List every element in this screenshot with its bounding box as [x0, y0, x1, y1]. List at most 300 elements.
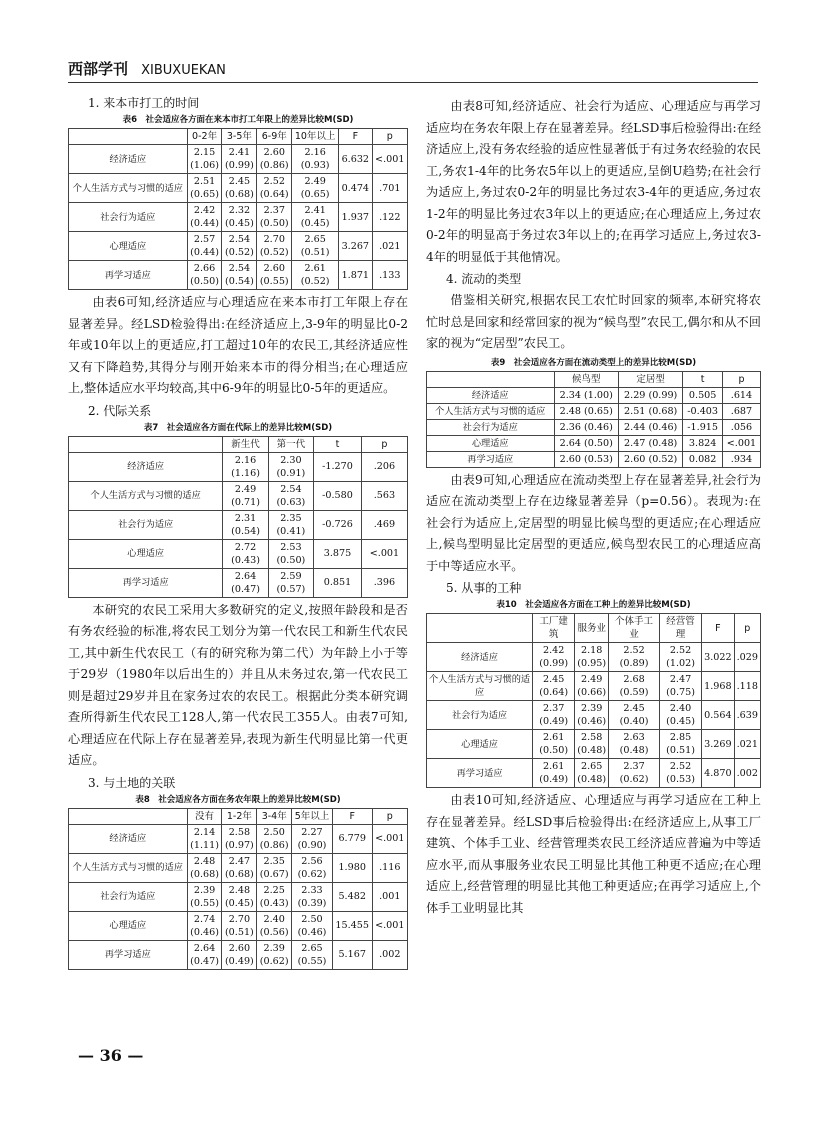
section-heading: 2. 代际关系	[88, 403, 152, 418]
table-cell	[575, 672, 609, 701]
cell-value: 2.14	[193, 826, 216, 838]
row-label: 经济适应	[427, 643, 533, 672]
table-row	[69, 853, 408, 882]
cell-value: 2.60 (0.52)	[624, 453, 678, 465]
cell-value: (0.97)	[224, 839, 254, 851]
stat-cell: -1.270	[314, 452, 362, 481]
column-header	[69, 808, 188, 824]
cell-value: 2.58	[581, 732, 603, 743]
stat-cell: .002	[734, 759, 760, 788]
table-cell	[187, 824, 222, 853]
stat-cell: 15.455	[332, 911, 372, 940]
stat-cell: 1.968	[702, 672, 734, 701]
stat-cell: .563	[361, 481, 407, 510]
table-cell	[257, 174, 292, 203]
table-row	[69, 510, 408, 539]
table-cell	[257, 145, 292, 174]
header-rule	[68, 82, 758, 83]
cell-value: 2.34 (1.00)	[559, 389, 613, 401]
table-cell	[609, 759, 660, 788]
cell-value: (0.65)	[300, 189, 330, 200]
cell-value: 2.68	[623, 674, 645, 685]
row-label: 个人生活方式与习惯的适应	[69, 174, 188, 203]
table-row	[69, 882, 408, 911]
stat-cell: 0.564	[702, 701, 734, 730]
row-label: 心理适应	[69, 539, 223, 568]
stat-cell: 0.505	[683, 387, 723, 403]
table-row	[427, 730, 761, 759]
table-caption: 表6 社会适应各方面在来本市打工年限上的差异比较M(SD)	[122, 115, 354, 125]
cell-value: 2.31	[234, 512, 257, 524]
cell-value: 2.47	[669, 674, 692, 685]
stat-cell: 3.875	[314, 539, 362, 568]
row-label: 心理适应	[427, 730, 533, 759]
stat-cell: 6.779	[332, 824, 372, 853]
cell-value: (0.45)	[224, 897, 254, 909]
cell-value: 2.60	[263, 147, 285, 158]
cell-value: 2.50	[263, 826, 285, 838]
cell-value: 2.64	[234, 570, 257, 582]
row-label: 社会行为适应	[69, 510, 223, 539]
table-cell	[659, 701, 701, 730]
cell-value: 2.45	[228, 176, 251, 187]
table-cell	[222, 911, 257, 940]
cell-value: (0.54)	[224, 276, 254, 287]
table-caption: 表8 社会适应各方面在务农年限上的差异比较M(SD)	[135, 794, 341, 805]
cell-value: (0.51)	[666, 745, 695, 756]
table-caption: 表9 社会适应各方面在流动类型上的差异比较M(SD)	[490, 357, 697, 368]
paragraph: 由表9可知,心理适应在流动类型上存在显著差异,社会行为适应在流动类型上存在边缘显著差异（p=0.56）。表现为:在社会行为适应上,定居型的明显比候鸟型的更适应;在心理适应上,候鸟型明显比定居型的更适应,候鸟型农民工的心理适应高于中等适应水平。	[426, 472, 761, 573]
column-header	[427, 371, 555, 387]
cell-value: (0.48)	[577, 774, 607, 785]
table-cell	[222, 261, 257, 290]
cell-value: (0.39)	[297, 897, 327, 909]
stat-cell: .118	[734, 672, 760, 701]
section-heading: 4. 流动的类型	[446, 272, 522, 286]
cell-value: (0.89)	[619, 658, 649, 669]
column-header: 0-2年	[187, 129, 222, 145]
cell-value: 2.60	[228, 942, 251, 954]
cell-value: 2.39	[581, 703, 603, 714]
column-header: F	[332, 808, 372, 824]
stat-cell: .934	[722, 451, 760, 467]
table-cell	[659, 672, 701, 701]
cell-value: 2.53	[280, 541, 302, 553]
table-cell	[257, 882, 292, 911]
table-row	[427, 387, 761, 403]
table-row	[427, 451, 761, 467]
table-cell	[222, 145, 257, 174]
cell-value: (0.46)	[190, 926, 219, 938]
table-cell	[187, 853, 222, 882]
table-cell	[618, 435, 682, 451]
cell-value: 2.66	[193, 263, 216, 274]
cell-value: 2.54	[228, 234, 251, 245]
cell-value: 2.52	[263, 176, 285, 187]
table-row	[69, 452, 408, 481]
table-row	[69, 232, 408, 261]
table-cell	[609, 672, 660, 701]
cell-value: (0.49)	[539, 716, 569, 727]
table-header-row	[427, 614, 761, 643]
table-cell	[222, 203, 257, 232]
table-cell	[223, 452, 268, 481]
table-cell	[575, 701, 609, 730]
row-label: 再学习适应	[427, 451, 555, 467]
cell-value: (0.47)	[231, 583, 260, 595]
stat-cell: 3.269	[702, 730, 734, 759]
table-6	[68, 128, 408, 290]
table-cell	[554, 403, 618, 419]
table-cell	[222, 174, 257, 203]
table-cell	[257, 940, 292, 969]
page-header	[68, 58, 758, 82]
cell-value: 2.59	[280, 570, 302, 582]
cell-value: 2.61	[542, 732, 565, 743]
table-9	[426, 371, 761, 468]
row-label: 心理适应	[69, 232, 188, 261]
cell-value: 2.41	[228, 147, 251, 158]
table-cell	[554, 387, 618, 403]
table-cell	[222, 232, 257, 261]
stat-cell: 0.474	[339, 174, 372, 203]
cell-value: (0.62)	[619, 774, 649, 785]
stat-cell: -0.580	[314, 481, 362, 510]
stat-cell: .021	[734, 730, 760, 759]
table-cell	[187, 203, 222, 232]
table-header-row	[69, 129, 408, 145]
stat-cell: 3.824	[683, 435, 723, 451]
row-label: 社会行为适应	[69, 203, 188, 232]
table-row	[69, 539, 408, 568]
row-label: 经济适应	[69, 452, 223, 481]
cell-value: 2.37	[263, 205, 285, 216]
cell-value: (0.49)	[224, 955, 254, 967]
table-row	[427, 435, 761, 451]
column-header: t	[683, 371, 723, 387]
row-label: 社会行为适应	[427, 419, 555, 435]
journal-pinyin: XIBUXUEKAN	[141, 63, 226, 78]
table-row	[427, 643, 761, 672]
cell-value: (0.86)	[259, 839, 289, 851]
stat-cell: 5.167	[332, 940, 372, 969]
cell-value: (0.68)	[224, 189, 254, 200]
table-row	[69, 261, 408, 290]
stat-cell: .701	[372, 174, 407, 203]
table-row	[69, 481, 408, 510]
stat-cell: 6.632	[339, 145, 372, 174]
table-cell	[257, 853, 292, 882]
cell-value: 2.65	[581, 761, 603, 772]
stat-cell: .639	[734, 701, 760, 730]
table-header-row	[69, 436, 408, 452]
page-number: — 36 —	[78, 1046, 144, 1065]
stat-cell: .116	[372, 853, 407, 882]
cell-value: (0.44)	[190, 218, 219, 229]
column-header: 新生代	[223, 436, 268, 452]
column-header: 3-4年	[257, 808, 292, 824]
cell-value: 2.60	[263, 263, 285, 274]
cell-value: (0.57)	[276, 583, 306, 595]
stat-cell: <.001	[361, 539, 407, 568]
cell-value: 2.65	[301, 942, 323, 954]
stat-cell: .056	[722, 419, 760, 435]
table-cell	[222, 824, 257, 853]
cell-value: (0.40)	[619, 716, 649, 727]
table-cell	[292, 853, 333, 882]
table-8	[68, 808, 408, 970]
cell-value: 2.37	[623, 761, 645, 772]
stat-cell: 3.267	[339, 232, 372, 261]
table-cell	[222, 882, 257, 911]
cell-value: 2.64	[193, 942, 216, 954]
section-heading: 5. 从事的工种	[446, 581, 522, 595]
table-cell	[257, 261, 292, 290]
row-label: 再学习适应	[69, 568, 223, 597]
cell-value: (1.06)	[190, 160, 219, 171]
table-cell	[257, 911, 292, 940]
cell-value: (0.47)	[190, 955, 219, 967]
cell-value: 2.29 (0.99)	[624, 389, 678, 401]
stat-cell: -1.915	[683, 419, 723, 435]
paragraph: 借鉴相关研究,根据农民工农忙时回家的频率,本研究将农忙时总是回家和经常回家的视为“候鸟型”农民工,偶尔和从不回家的视为“定居型”农民工。	[426, 293, 761, 350]
table-cell	[554, 419, 618, 435]
cell-value: 2.51	[193, 176, 216, 187]
paragraph: 由表8可知,经济适应、社会行为适应、心理适应与再学习适应均在务农年限上存在显著差异。经LSD事后检验得出:在经济适应上,没有务农经验的适应性显著低于有过务农经验的农民工,务农1-4年的比务农5年以上的更适应,呈倒U趋势;在社会行为适应上,务过农0-2年的明显比务过农3-4年的更适应,务过农1-2年的明显比务过农3年以上的更适应;在心理适应上,务过农0-2年的明显高于务过农3年以上的;在再学习适应上,务过农3-4年的明显低于其他情况。	[426, 99, 762, 264]
stat-cell: 3.022	[702, 643, 734, 672]
stat-cell: .687	[722, 403, 760, 419]
table-cell	[292, 174, 339, 203]
row-label: 社会行为适应	[69, 882, 188, 911]
column-header: p	[734, 614, 760, 643]
table-cell	[575, 759, 609, 788]
cell-value: 2.35	[263, 855, 285, 867]
cell-value: (0.46)	[577, 716, 607, 727]
cell-value: (0.62)	[259, 955, 289, 967]
cell-value: (0.52)	[259, 247, 289, 258]
cell-value: 2.50	[301, 913, 323, 925]
table-cell	[618, 419, 682, 435]
stat-cell: 5.482	[332, 882, 372, 911]
cell-value: (0.50)	[539, 745, 569, 756]
cell-value: (0.56)	[259, 926, 289, 938]
column-header: F	[339, 129, 372, 145]
cell-value: 2.42	[542, 645, 565, 656]
cell-value: 2.30	[280, 454, 302, 466]
cell-value: (0.65)	[190, 189, 219, 200]
table-row	[427, 403, 761, 419]
table-cell	[292, 203, 339, 232]
stat-cell: -0.403	[683, 403, 723, 419]
table-cell	[223, 568, 268, 597]
stat-cell: 1.871	[339, 261, 372, 290]
table-cell	[257, 824, 292, 853]
paragraph: 由表6可知,经济适应与心理适应在来本市打工年限上存在显著差异。经LSD检验得出:在经济适应上,3-9年的明显比0-2年或10年以上的更适应,打工超过10年的农民工,其经济适应性又有下降趋势,其得分与刚开始来本市的得分相当;在心理适应上,整体适应水平均较高,其中6-9年的明显比0-5年的更适应。	[68, 295, 408, 395]
stat-cell: <.001	[372, 911, 407, 940]
table-cell	[187, 145, 222, 174]
table-cell	[187, 232, 222, 261]
stat-cell: .021	[372, 232, 407, 261]
cell-value: (0.64)	[259, 189, 289, 200]
cell-value: (0.93)	[300, 160, 330, 171]
column-header: 定居型	[618, 371, 682, 387]
cell-value: 2.52	[623, 645, 645, 656]
table-cell	[257, 203, 292, 232]
cell-value: 2.72	[234, 541, 257, 553]
stat-cell: .396	[361, 568, 407, 597]
table-cell	[533, 643, 575, 672]
stat-cell: -0.726	[314, 510, 362, 539]
table-cell	[292, 145, 339, 174]
table-7	[68, 436, 408, 598]
cell-value: (0.50)	[276, 554, 306, 566]
cell-value: (0.99)	[224, 160, 254, 171]
cell-value: 2.15	[193, 147, 216, 158]
table-cell	[292, 232, 339, 261]
stat-cell: <.001	[372, 145, 407, 174]
cell-value: (0.55)	[297, 955, 327, 967]
table-10	[426, 613, 761, 788]
cell-value: 2.35	[280, 512, 302, 524]
cell-value: (0.45)	[300, 218, 330, 229]
table-cell	[222, 853, 257, 882]
table-cell	[618, 403, 682, 419]
cell-value: (0.41)	[276, 525, 306, 537]
cell-value: 2.56	[301, 855, 323, 867]
cell-value: (0.99)	[539, 658, 569, 669]
table-cell	[554, 451, 618, 467]
row-label: 经济适应	[427, 387, 555, 403]
cell-value: 2.27	[301, 826, 323, 838]
table-cell	[554, 435, 618, 451]
table-cell	[575, 643, 609, 672]
row-label: 个人生活方式与习惯的适应	[427, 672, 533, 701]
stat-cell: .206	[361, 452, 407, 481]
table-cell	[659, 759, 701, 788]
cell-value: (0.54)	[231, 525, 260, 537]
paragraph: 由表10可知,经济适应、心理适应与再学习适应在工种上存在显著差异。经LSD事后检验得出:在经济适应上,从事工厂建筑、个体手工业、经营管理类农民工经济适应普遍为中等适应水平,而从事服务业农民工明显比其他工种更不适应;在心理适应上,经营管理的明显比其他工种更适应;在再学习适应上,个体手工业明显比其	[426, 793, 761, 915]
cell-value: (0.52)	[224, 247, 254, 258]
column-header: F	[702, 614, 734, 643]
cell-value: (0.55)	[190, 897, 219, 909]
cell-value: (0.68)	[224, 868, 254, 880]
cell-value: (0.68)	[190, 868, 219, 880]
table-cell	[268, 452, 313, 481]
cell-value: 2.85	[669, 732, 692, 743]
table-cell	[187, 261, 222, 290]
table-cell	[187, 174, 222, 203]
table-cell	[533, 759, 575, 788]
column-header: 5年以上	[292, 808, 333, 824]
cell-value: (0.63)	[276, 496, 306, 508]
row-label: 个人生活方式与习惯的适应	[69, 481, 223, 510]
cell-value: (0.45)	[224, 218, 254, 229]
table-cell	[292, 261, 339, 290]
stat-cell: .002	[372, 940, 407, 969]
cell-value: 2.16	[304, 147, 326, 158]
cell-value: (0.45)	[666, 716, 695, 727]
column-header: p	[372, 129, 407, 145]
cell-value: (0.49)	[539, 774, 569, 785]
stat-cell: 1.980	[332, 853, 372, 882]
cell-value: 2.45	[542, 674, 565, 685]
cell-value: 2.45	[623, 703, 645, 714]
cell-value: 2.33	[301, 884, 323, 896]
table-row	[69, 911, 408, 940]
table-cell	[618, 451, 682, 467]
row-label: 心理适应	[427, 435, 555, 451]
column-header: 服务业	[575, 614, 609, 643]
stat-cell: <.001	[722, 435, 760, 451]
journal-name: 西部学刊	[68, 60, 129, 78]
cell-value: (0.66)	[577, 687, 607, 698]
cell-value: (0.71)	[231, 496, 260, 508]
cell-value: 2.52	[669, 761, 692, 772]
table-cell	[533, 672, 575, 701]
table-row	[69, 174, 408, 203]
cell-value: 2.70	[228, 913, 251, 925]
column-header: 候鸟型	[554, 371, 618, 387]
cell-value: 2.42	[193, 205, 216, 216]
cell-value: (0.51)	[300, 247, 330, 258]
table-cell	[292, 911, 333, 940]
stat-cell: .029	[734, 643, 760, 672]
table-row	[69, 940, 408, 969]
table-cell	[292, 882, 333, 911]
cell-value: 2.61	[304, 263, 326, 274]
table-cell	[187, 882, 222, 911]
cell-value: (1.16)	[231, 467, 260, 479]
table-cell	[292, 824, 333, 853]
table-cell	[187, 911, 222, 940]
cell-value: 2.48	[228, 884, 251, 896]
cell-value: 2.48 (0.65)	[559, 405, 613, 417]
cell-value: (0.53)	[666, 774, 695, 785]
table-row	[69, 203, 408, 232]
table-cell	[223, 481, 268, 510]
row-label: 个人生活方式与习惯的适应	[69, 853, 188, 882]
table-row	[69, 568, 408, 597]
column-header: p	[722, 371, 760, 387]
cell-value: (0.50)	[190, 276, 219, 287]
cell-value: 2.41	[304, 205, 326, 216]
cell-value: 2.48	[193, 855, 216, 867]
cell-value: 2.47	[228, 855, 251, 867]
row-label: 再学习适应	[69, 940, 188, 969]
table-cell	[659, 730, 701, 759]
column-header: 10年以上	[292, 129, 339, 145]
cell-value: (0.91)	[276, 467, 306, 479]
table-cell	[268, 539, 313, 568]
cell-value: (0.90)	[297, 839, 327, 851]
table-cell	[618, 387, 682, 403]
page-number-value: 36	[99, 1046, 122, 1065]
cell-value: (0.43)	[231, 554, 260, 566]
stat-cell: .614	[722, 387, 760, 403]
stat-cell: .001	[372, 882, 407, 911]
column-header	[69, 129, 188, 145]
cell-value: 2.49	[304, 176, 326, 187]
cell-value: 2.18	[581, 645, 603, 656]
column-header: 工厂建筑	[533, 614, 575, 643]
cell-value: (0.46)	[297, 926, 327, 938]
cell-value: (0.75)	[666, 687, 695, 698]
cell-value: 2.54	[228, 263, 251, 274]
column-header: 3-5年	[222, 129, 257, 145]
table-cell	[292, 940, 333, 969]
column-header: 6-9年	[257, 129, 292, 145]
cell-value: (0.86)	[259, 160, 289, 171]
